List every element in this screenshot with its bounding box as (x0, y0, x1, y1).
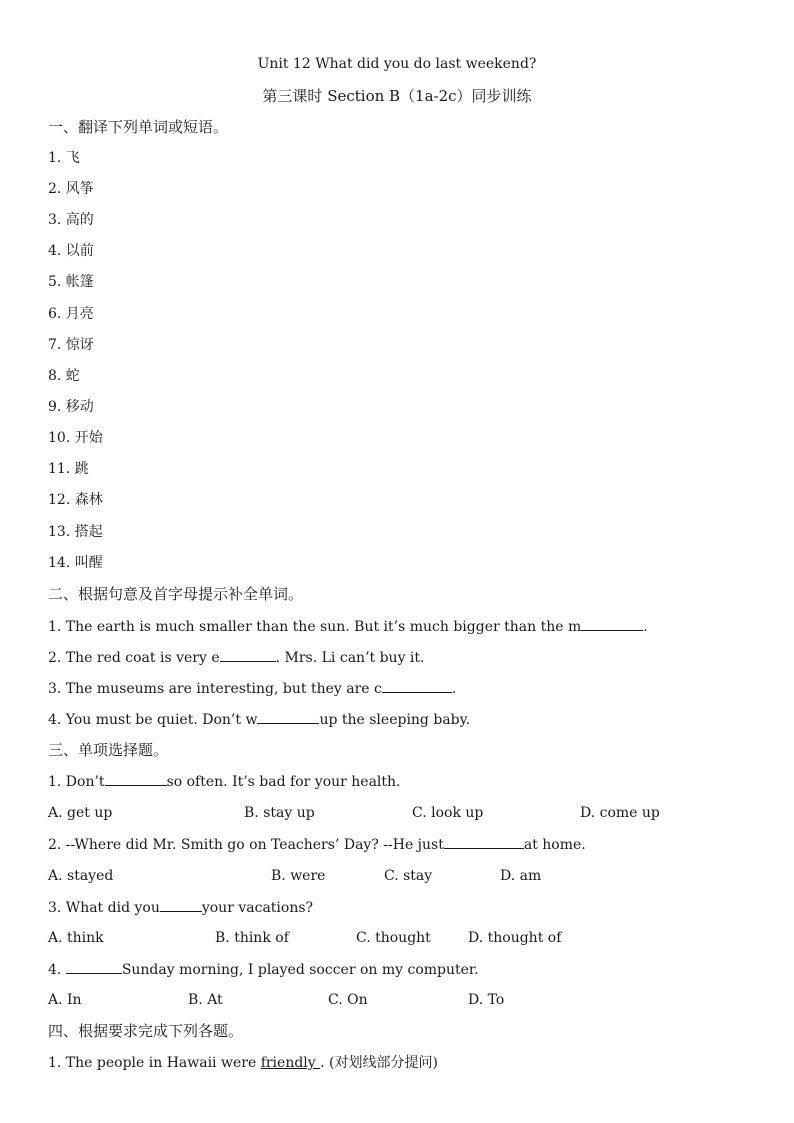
fill-item (48, 679, 456, 697)
option-c[interactable]: C. stay (384, 868, 433, 884)
fill-item-text: 3. The museums are interesting, but they are c (48, 681, 382, 697)
section4-heading: 四、根据要求完成下列各题。 (48, 1022, 244, 1040)
question-text: 3. What did you (48, 900, 160, 916)
answer-blank[interactable] (220, 648, 276, 662)
option-d[interactable]: D. To (468, 992, 505, 1008)
option-b[interactable]: B. were (271, 868, 326, 884)
question-stem (48, 772, 401, 790)
option-b[interactable]: B. At (188, 992, 223, 1008)
option-c[interactable]: C. look up (412, 805, 484, 821)
fill-item-text: . (643, 619, 648, 635)
transform-text: 1. The people in Hawaii were (48, 1055, 261, 1071)
fill-item-text: . Mrs. Li can’t buy it. (275, 650, 425, 666)
fill-item (48, 648, 424, 666)
question-text: 1. Don’t (48, 774, 105, 790)
fill-item-text: 1. The earth is much smaller than the sun. But it’s much bigger than the m (48, 619, 582, 635)
option-a[interactable]: A. stayed (48, 868, 114, 884)
worksheet-title: Unit 12 What did you do last weekend? (257, 56, 537, 72)
option-c[interactable]: C. On (328, 992, 368, 1008)
vocab-item: 5. 帐篷 (48, 274, 94, 290)
option-a[interactable]: A. think (48, 930, 104, 946)
option-a[interactable]: A. In (48, 992, 82, 1008)
question-text: 4. (48, 962, 66, 978)
transform-item (48, 1054, 438, 1072)
question-text: Sunday morning, I played soccer on my computer. (121, 962, 479, 978)
fill-item (48, 710, 470, 728)
vocab-item: 8. 蛇 (48, 368, 80, 384)
answer-blank[interactable] (105, 772, 167, 786)
option-b[interactable]: B. think of (215, 930, 289, 946)
answer-blank[interactable] (257, 710, 319, 724)
question-text: at home. (523, 837, 586, 853)
vocab-item: 4. 以前 (48, 243, 94, 259)
vocab-item: 1. 飞 (48, 150, 80, 166)
vocab-item: 7. 惊讶 (48, 337, 94, 353)
answer-blank[interactable] (581, 617, 643, 631)
answer-blank[interactable] (444, 835, 524, 849)
option-d[interactable]: D. am (500, 868, 542, 884)
option-c[interactable]: C. thought (356, 930, 431, 946)
question-text: so often. It’s bad for your health. (166, 774, 401, 790)
vocab-item: 6. 月亮 (48, 306, 94, 322)
fill-item-text: 2. The red coat is very e (48, 650, 220, 666)
fill-item-text: up the sleeping baby. (319, 712, 471, 728)
underlined-word: friendly (260, 1055, 321, 1071)
answer-blank[interactable] (160, 898, 202, 912)
question-stem (48, 835, 586, 853)
section2-heading: 二、根据句意及首字母提示补全单词。 (48, 585, 304, 603)
worksheet-subtitle: 第三课时 Section B（1a-2c）同步训练 (262, 87, 532, 105)
vocab-item: 11. 跳 (48, 461, 89, 477)
vocab-item: 10. 开始 (48, 430, 103, 446)
option-d[interactable]: D. thought of (468, 930, 562, 946)
vocab-item: 3. 高的 (48, 212, 94, 228)
fill-item-text: 4. You must be quiet. Don’t w (48, 712, 258, 728)
vocab-item: 12. 森林 (48, 492, 103, 508)
question-stem (48, 960, 479, 978)
question-text: 2. --Where did Mr. Smith go on Teachers’ Day? --He just (48, 837, 444, 853)
vocab-item: 13. 搭起 (48, 524, 103, 540)
vocab-item: 2. 风筝 (48, 181, 94, 197)
fill-item-text: . (451, 681, 457, 697)
option-b[interactable]: B. stay up (244, 805, 315, 821)
fill-item (48, 617, 648, 635)
section1-heading: 一、翻译下列单词或短语。 (48, 118, 229, 136)
answer-blank[interactable] (66, 960, 122, 974)
transform-instruction: . (对划线部分提问) (320, 1055, 438, 1071)
option-a[interactable]: A. get up (48, 805, 113, 821)
answer-blank[interactable] (382, 679, 452, 693)
vocab-item: 14. 叫醒 (48, 555, 103, 571)
option-d[interactable]: D. come up (580, 805, 660, 821)
question-text: your vacations? (201, 900, 314, 916)
question-stem (48, 898, 313, 916)
section3-heading: 三、单项选择题。 (48, 741, 169, 759)
vocab-item: 9. 移动 (48, 399, 94, 415)
